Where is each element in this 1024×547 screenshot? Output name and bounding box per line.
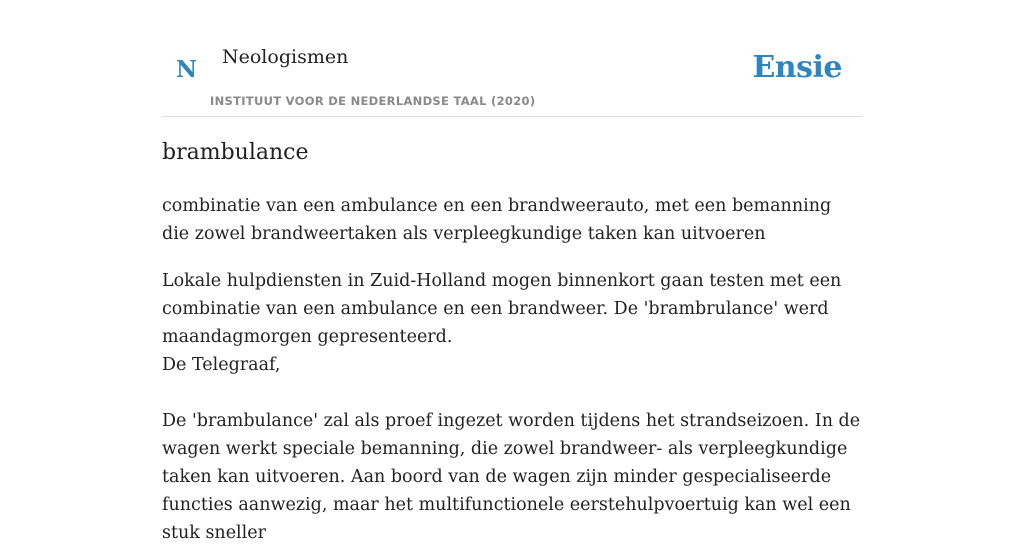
example-quote: [162, 267, 862, 379]
paragraph-spacer: [162, 379, 862, 407]
headword-title: brambulance: [162, 140, 309, 165]
source-header: [162, 0, 862, 117]
source-meta: INSTITUUT VOOR DE NEDERLANDSE TAAL (2020): [210, 94, 536, 108]
quote-text: Lokale hulpdiensten in Zuid-Holland mogen binnenkort gaan testen met een combinatie van een ambulance en een brandweer. De 'brambrulance' werd maandagmorgen gepresenteerd.: [162, 271, 842, 347]
quote-source: De Telegraaf,: [162, 355, 281, 375]
source-name-link[interactable]: Neologismen: [222, 46, 349, 68]
ensie-logo[interactable]: Ensie: [752, 50, 842, 85]
entry-content: [162, 192, 862, 547]
example-quote-2: De 'brambulance' zal als proef ingezet worden tijdens het strandseizoen. In de wagen werkt speciale bemanning, die zowel brandweer- als verpleegkundige taken kan uitvoeren. Aan boord van de wagen zijn minder gespecialiseerde functies aanwezig, maar het multifunctionele eerstehulpvoertuig kan wel een stuk sneller: [162, 411, 861, 543]
definition-text: combinatie van een ambulance en een brandweerauto, met een bemanning die zowel brandweertaken als verpleegkundige taken kan uitvoeren: [162, 196, 832, 244]
source-initial-icon: N: [176, 56, 198, 83]
